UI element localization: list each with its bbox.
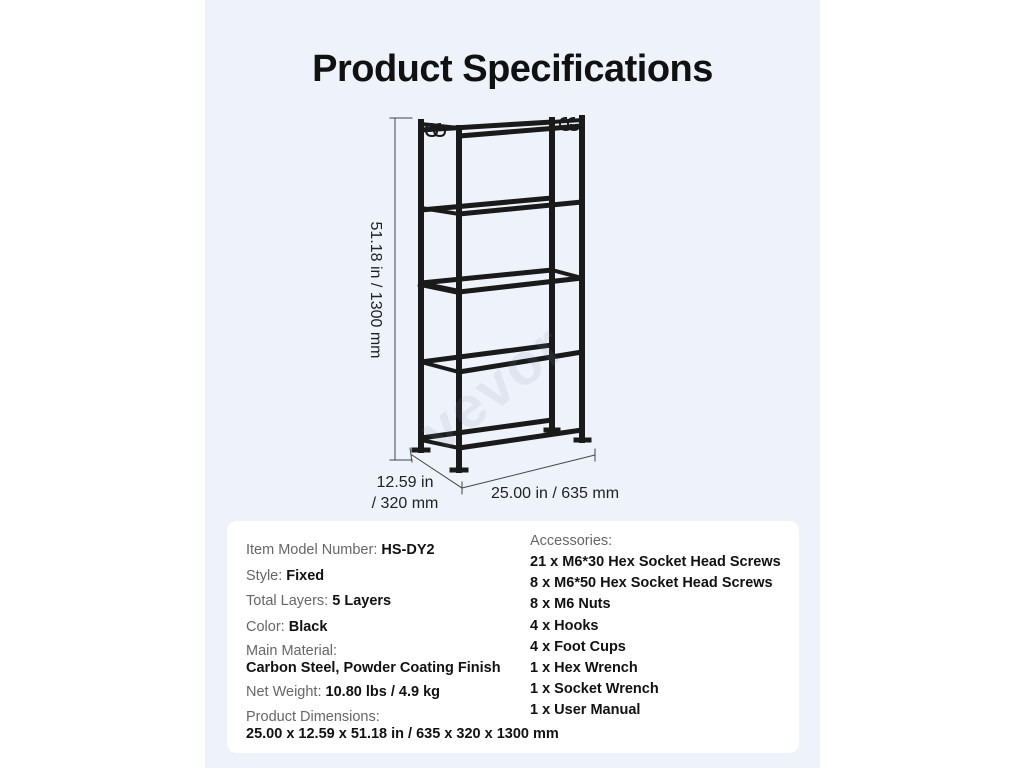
spec-label: Product Dimensions: — [246, 708, 380, 725]
width-dimension-label: 25.00 in / 635 mm — [490, 485, 620, 502]
spec-material — [246, 643, 526, 683]
list-item: 1 x Socket Wrench — [530, 681, 659, 698]
spec-model — [246, 541, 526, 567]
spec-layers — [246, 592, 526, 618]
height-dimension-line — [390, 118, 412, 460]
spec-label: Item Model Number: — [246, 542, 382, 558]
list-item: 1 x User Manual — [530, 702, 641, 719]
spec-label: Color: — [246, 618, 289, 635]
list-item: 4 x Foot Cups — [530, 638, 626, 655]
list-item: 8 x M6*50 Hex Socket Head Screws — [530, 575, 773, 592]
rack-illustration — [205, 0, 820, 520]
spec-value: HS-DY2 — [381, 542, 435, 558]
spec-value: 10.80 lbs / 4.9 kg — [325, 684, 440, 700]
spec-value: 25.00 x 12.59 x 51.18 in / 635 x 320 x 1300 mm — [246, 725, 559, 742]
spec-label: Style: — [246, 567, 287, 584]
spec-label: Total Layers: — [246, 593, 333, 609]
spec-value: Black — [288, 618, 328, 635]
list-item: 1 x Hex Wrench — [530, 659, 638, 676]
depth-line2: / 320 mm — [371, 495, 439, 512]
spec-label: Net Weight: — [246, 684, 326, 700]
watermark: vevor — [407, 312, 578, 465]
spec-value: Fixed — [286, 567, 325, 584]
spec-dimensions — [246, 708, 559, 749]
list-item: 8 x M6 Nuts — [530, 596, 611, 613]
spec-label: Main Material: — [246, 643, 338, 659]
accessories-title: Accessories: — [530, 533, 613, 549]
depth-dimension-label — [355, 472, 455, 514]
depth-line1: 12.59 in — [376, 474, 434, 491]
spec-value: 5 Layers — [332, 593, 392, 609]
spec-color — [246, 618, 526, 644]
accessories-list — [530, 532, 800, 723]
list-item: 21 x M6*30 Hex Socket Head Screws — [530, 554, 781, 570]
height-dimension-label: 51.18 in / 1300 mm — [367, 221, 384, 359]
spec-style — [246, 567, 526, 593]
spec-list — [246, 541, 559, 749]
spec-weight — [246, 683, 526, 709]
spec-value: Carbon Steel, Powder Coating Finish — [246, 660, 501, 676]
page-title: Product Specifications — [312, 48, 713, 90]
list-item: 4 x Hooks — [530, 617, 599, 634]
